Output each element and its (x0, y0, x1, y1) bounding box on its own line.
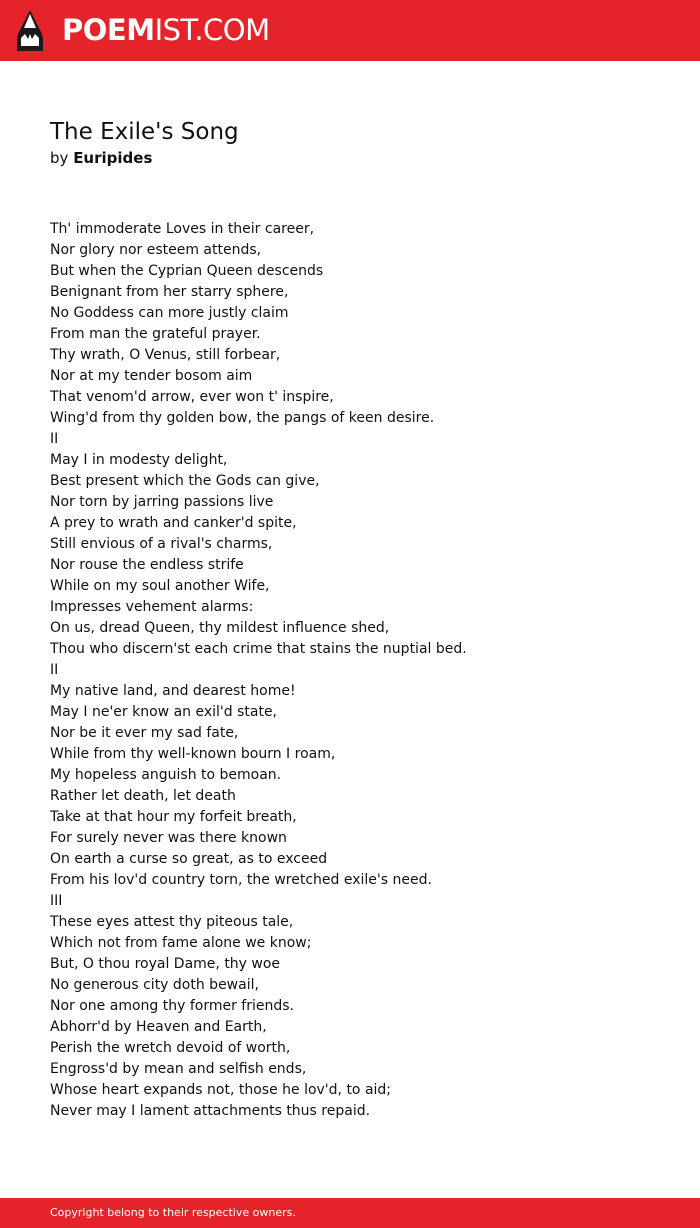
poem-line: For surely never was there known (50, 830, 287, 846)
poem-line: Th' immoderate Loves in their career, (50, 221, 315, 237)
poem-line: May I in modesty delight, (50, 452, 228, 468)
poem-line: But when the Cyprian Queen descends (50, 263, 324, 279)
poem-line: Nor at my tender bosom aim (50, 368, 253, 384)
poem-title: The Exile's Song (50, 119, 239, 145)
poem-line: From his lov'd country torn, the wretched exile's need. (50, 872, 432, 888)
by-label: by (50, 149, 69, 167)
poem-line: But, O thou royal Dame, thy woe (50, 956, 281, 972)
poem-line: May I ne'er know an exil'd state, (50, 704, 278, 720)
poem-line: Nor one among thy former friends. (50, 998, 294, 1014)
poem-line: Whose heart expands not, those he lov'd, to aid; (50, 1082, 392, 1098)
copyright-notice: Copyright belong to their respective owners. (50, 1206, 296, 1219)
poem-line: III (50, 893, 63, 909)
poem-line: Abhorr'd by Heaven and Earth, (50, 1019, 267, 1035)
poem-line: Still envious of a rival's charms, (50, 536, 273, 552)
logo-text-bold: POEM (62, 13, 155, 47)
poem-line: A prey to wrath and canker'd spite, (50, 515, 297, 531)
poem-line: While from thy well-known bourn I roam, (50, 746, 336, 762)
poem-line: Engross'd by mean and selfish ends, (50, 1061, 307, 1077)
poem-line: II (50, 662, 59, 678)
poem-line: Best present which the Gods can give, (50, 473, 320, 489)
logo-text-light: IST.COM (154, 13, 270, 47)
poem-line: Never may I lament attachments thus repaid. (50, 1103, 371, 1119)
poem-line: Rather let death, let death (50, 788, 236, 804)
poem-author: Euripides (73, 149, 153, 167)
poem-byline (50, 148, 152, 169)
poem-line: Take at that hour my forfeit breath, (50, 809, 297, 825)
poem-line: Nor rouse the endless strife (50, 557, 244, 573)
poem-line: On earth a curse so great, as to exceed (50, 851, 328, 867)
poem-line: Benignant from her starry sphere, (50, 284, 289, 300)
poem-line: Nor glory nor esteem attends, (50, 242, 262, 258)
poem-line: From man the grateful prayer. (50, 326, 261, 342)
poem-line: II (50, 431, 59, 447)
poem-line: No generous city doth bewail, (50, 977, 259, 993)
site-header (0, 0, 700, 61)
site-footer (0, 1198, 700, 1228)
pen-nib-icon[interactable] (17, 10, 43, 51)
poem-line: Nor be it ever my sad fate, (50, 725, 239, 741)
poem-line: My native land, and dearest home! (50, 683, 296, 699)
poem-line: While on my soul another Wife, (50, 578, 270, 594)
poem-line: No Goddess can more justly claim (50, 305, 289, 321)
poem-line: Impresses vehement alarms: (50, 599, 254, 615)
site-logo[interactable] (62, 12, 270, 48)
poem-line: On us, dread Queen, thy mildest influence shed, (50, 620, 390, 636)
poem-line: Thy wrath, O Venus, still forbear, (50, 347, 281, 363)
poem-line: Wing'd from thy golden bow, the pangs of keen desire. (50, 410, 435, 426)
poem-line: Thou who discern'st each crime that stains the nuptial bed. (50, 641, 467, 657)
poem-line: My hopeless anguish to bemoan. (50, 767, 282, 783)
poem-line: Which not from fame alone we know; (50, 935, 312, 951)
poem-line: Nor torn by jarring passions live (50, 494, 274, 510)
poem-body (50, 219, 670, 1122)
poem-line: These eyes attest thy piteous tale, (50, 914, 294, 930)
poem-line: That venom'd arrow, ever won t' inspire, (50, 389, 334, 405)
poem-line: Perish the wretch devoid of worth, (50, 1040, 291, 1056)
